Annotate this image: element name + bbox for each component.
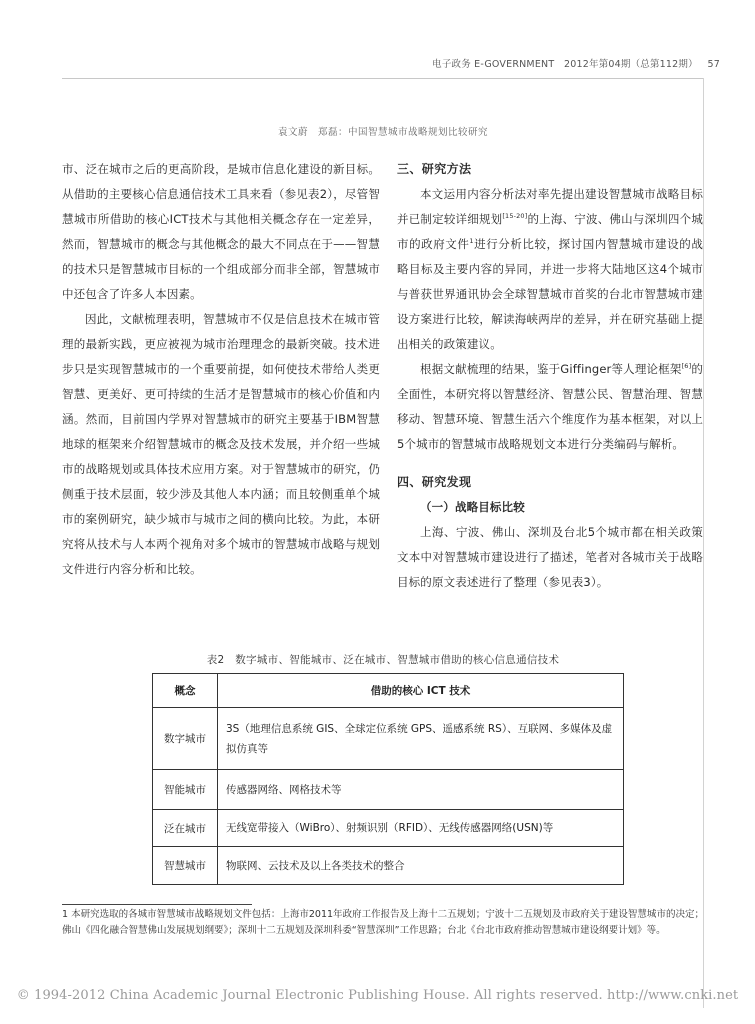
table-row <box>153 810 624 847</box>
footnote-marker: 1 <box>469 237 474 245</box>
footnote: 1 本研究选取的各城市智慧城市战略规划文件包括：上海市2011年政府工作报告及上海十二五规划；宁波十二五规划及市政府关于建设智慧城市的决定；佛山《四化融合智慧佛山发展规划纲要》；深圳十二五规划及深圳科委“智慧深圳”工作思路；台北《台北市政府推动智慧城市建设纲要计划》等。 <box>62 909 704 936</box>
running-title: 袁文蔚 郑磊：中国智慧城市战略规划比较研究 <box>277 127 488 138</box>
tech-cell: 传感器网络、网格技术等 <box>218 770 624 810</box>
header-divider <box>62 78 704 79</box>
table-header-row <box>153 674 624 708</box>
citation-6: [6] <box>681 362 692 370</box>
right-paragraph-1: 本文运用内容分析法对率先提出建设智慧城市战略目标并已制定较详细规划[15-20]的上海、宁波、佛山与深圳四个城市的政府文件$^1$进行分析比较，探讨国内智慧城市建设的战略目标及主要内容的异同，并进一步将大陆地区这4个城市与普获世界通讯协会全球智慧城市首奖的台北市智慧城市建设方案进行比较，解读海峡两岸的差异，并在研究基础上提出相关的政策建议。 <box>397 187 703 351</box>
left-paragraph-2: 因此，文献梳理表明，智慧城市不仅是信息技术在城市管理的最新实践，更应被视为城市治理理念的最新突破。技术进步只是实现智慧城市的一个重要前提，如何使技术带给人类更智慧、更美好、更可持续的生活才是智慧城市的核心价值和内涵。然而，目前国内学界对智慧城市的研究主要基于IBM智慧地球的框架来介绍智慧城市的概念及技术发展，并介绍一些城市的战略规划或具体技术应用方案。对于智慧城市的研究，仍侧重于技术层面，较少涉及其他人本内涵；而且较侧重单个城市的案例研究，缺少城市与城市之间的横向比较。为此，本研究将从技术与人本两个视角对多个城市的智慧城市战略与规划文件进行内容分析和比较。 <box>62 312 380 576</box>
journal-name: 电子政务 E-GOVERNMENT <box>432 59 555 70</box>
right-paragraph-2: 根据文献梳理的结果，鉴于Giffinger等人理论框架[6]的全面性，本研究将以智慧经济、智慧公民、智慧治理、智慧移动、智慧环境、智慧生活六个维度作为基本框架，对以上5个城市的智慧城市战略规划文本进行分类编码与解析。 <box>397 362 703 451</box>
page-number: 57 <box>707 59 720 70</box>
header-concept: 概念 <box>153 674 218 708</box>
left-paragraph-1: 市、泛在城市之后的更高阶段，是城市信息化建设的新目标。从借助的主要核心信息通信技术工具来看（参见表2），尽管智慧城市所借助的核心ICT技术与其他相关概念存在一定差异，然而，智慧城市的概念与其他概念的最大不同点在于——智慧的技术只是智慧城市目标的一个组成部分而非全部，智慧城市中还包含了许多人本因素。 <box>62 162 380 301</box>
concept-cell: 泛在城市 <box>153 810 218 847</box>
copyright-notice: © 1994-2012 China Academic Journal Electronic Publishing House. All rights reserved. http://www.cnki.net <box>16 988 739 1003</box>
table-row <box>153 708 624 770</box>
table-caption: 表2 数字城市、智能城市、泛在城市、智慧城市借助的核心信息通信技术 <box>206 654 560 666</box>
footnote-divider <box>62 904 252 905</box>
tech-cell: 无线宽带接入（WiBro）、射频识别（RFID）、无线传感器网络(USN)等 <box>218 810 624 847</box>
tech-cell: 3S（地理信息系统 GIS、全球定位系统 GPS、遥感系统 RS）、互联网、多媒体及虚拟仿真等 <box>218 708 624 770</box>
concept-cell: 智慧城市 <box>153 847 218 885</box>
concept-cell: 智能城市 <box>153 770 218 810</box>
section-3-heading: 三、研究方法 <box>397 162 472 176</box>
citation-15-20: [15-20] <box>502 212 528 220</box>
issue-info: 2012年第04期（总第112期） <box>564 59 698 70</box>
header-ict-tech: 借助的核心 ICT 技术 <box>218 674 624 708</box>
table-row <box>153 770 624 810</box>
left-column <box>62 157 380 582</box>
concept-cell: 数字城市 <box>153 708 218 770</box>
table-row <box>153 847 624 885</box>
ict-concept-table <box>152 673 624 885</box>
right-paragraph-3: 上海、宁波、佛山、深圳及台北5个城市都在相关政策文本中对智慧城市建设进行了描述，笔者对各城市关于战略目标的原文表述进行了整理（参见表3）。 <box>397 525 703 589</box>
margin-rule <box>703 78 704 1008</box>
tech-cell: 物联网、云技术及以上各类技术的整合 <box>218 847 624 885</box>
subsection-1-heading: （一）战略目标比较 <box>420 500 525 514</box>
right-column <box>397 157 703 595</box>
journal-header <box>420 56 720 70</box>
section-4-heading: 四、研究发现 <box>397 475 472 489</box>
